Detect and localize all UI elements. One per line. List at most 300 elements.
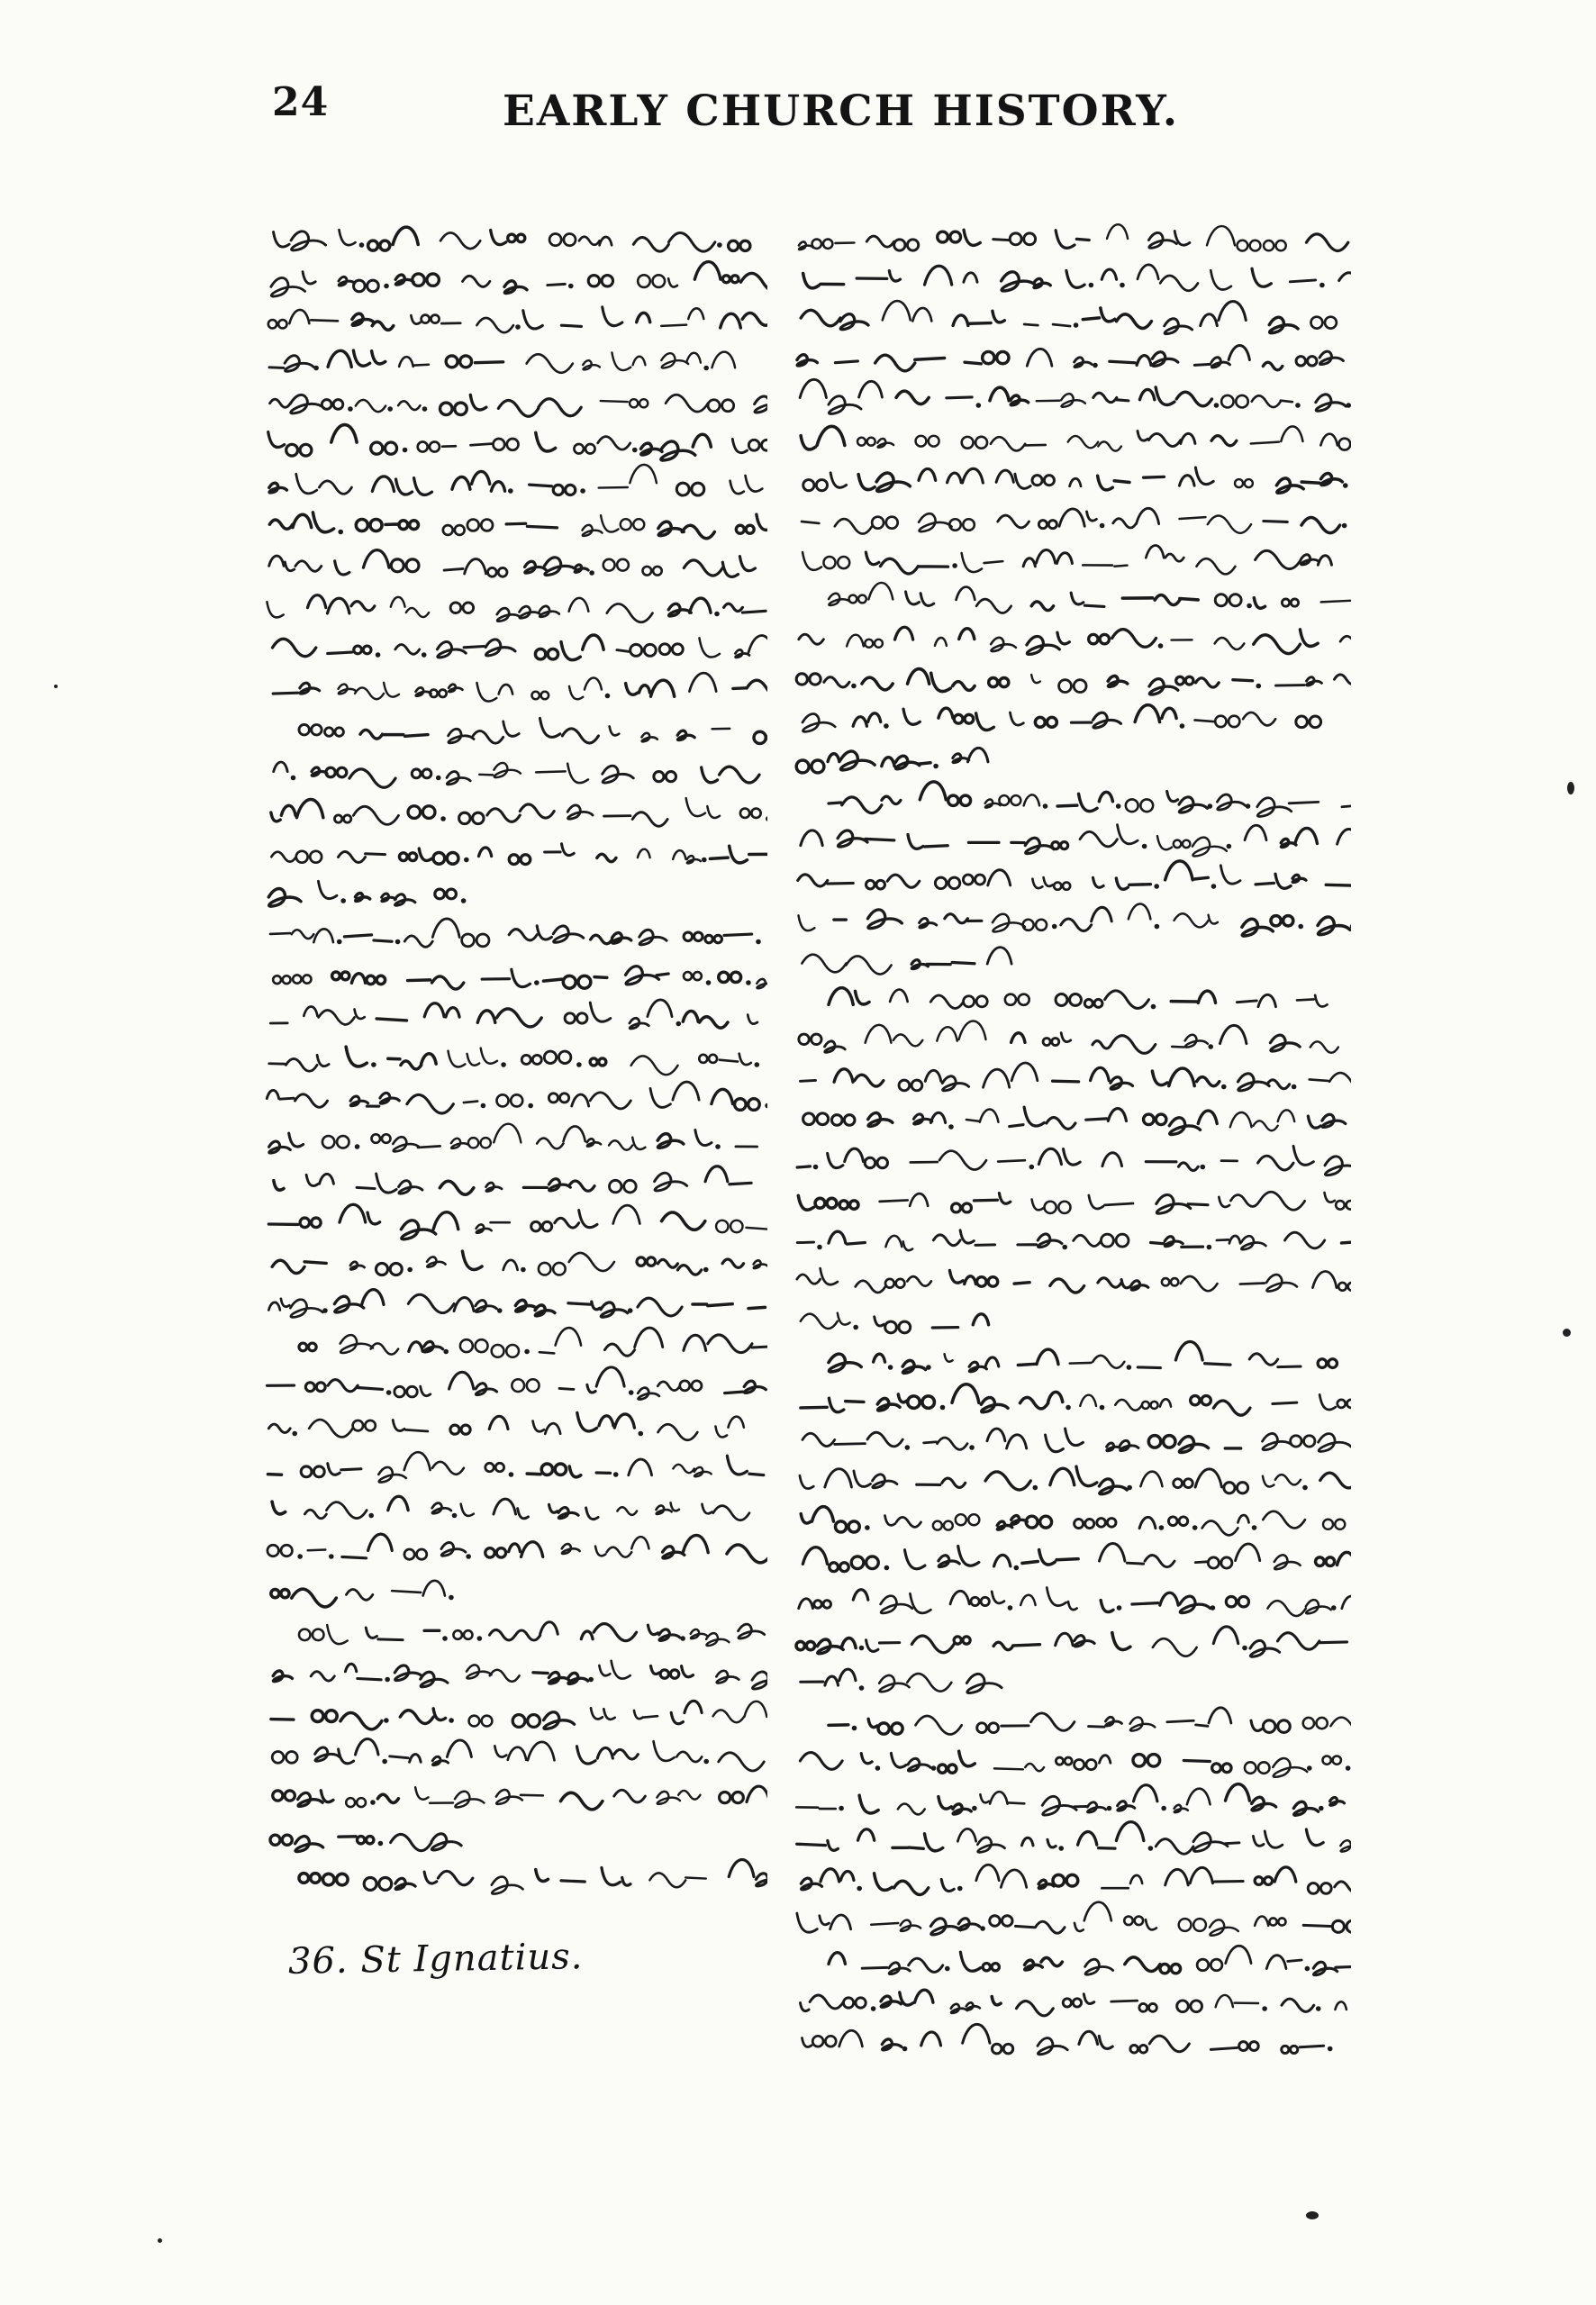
shorthand-stroke bbox=[360, 730, 428, 739]
shorthand-stroke bbox=[890, 990, 908, 1002]
shorthand-stroke bbox=[994, 1555, 1011, 1566]
shorthand-stroke bbox=[1002, 272, 1051, 291]
shorthand-stroke bbox=[829, 1231, 865, 1244]
shorthand-stroke bbox=[754, 1260, 767, 1268]
shorthand-stroke bbox=[835, 517, 898, 534]
shorthand-stroke bbox=[479, 848, 492, 857]
shorthand-stroke bbox=[401, 1212, 458, 1239]
shorthand-stroke bbox=[464, 1102, 477, 1103]
shorthand-stroke bbox=[443, 520, 493, 535]
shorthand-stroke bbox=[803, 714, 835, 732]
shorthand-stroke bbox=[540, 1328, 581, 1353]
shorthand-stroke bbox=[491, 230, 525, 244]
shorthand-stroke bbox=[924, 1438, 967, 1449]
shorthand-stroke bbox=[1138, 265, 1198, 291]
shorthand-dot bbox=[714, 612, 720, 617]
shorthand-stroke bbox=[574, 437, 630, 454]
shorthand-dot bbox=[329, 1554, 334, 1559]
shorthand-stroke bbox=[919, 513, 975, 531]
shorthand-stroke bbox=[388, 1054, 436, 1069]
shorthand-stroke bbox=[1074, 1234, 1129, 1247]
shorthand-stroke bbox=[1016, 2001, 1053, 2016]
shorthand-stroke bbox=[1118, 1785, 1157, 1810]
shorthand-stroke bbox=[1089, 630, 1156, 648]
shorthand-stroke bbox=[626, 680, 675, 696]
shorthand-stroke bbox=[1085, 1959, 1113, 1974]
shorthand-stroke bbox=[1005, 994, 1029, 1005]
shorthand-stroke bbox=[1146, 1162, 1198, 1171]
shorthand-stroke bbox=[603, 766, 634, 783]
shorthand-stroke bbox=[344, 935, 392, 941]
shorthand-stroke bbox=[561, 1881, 585, 1882]
shorthand-stroke bbox=[977, 1713, 1075, 1733]
shorthand-stroke bbox=[463, 276, 490, 286]
shorthand-stroke bbox=[1010, 1107, 1075, 1129]
shorthand-stroke bbox=[390, 1755, 421, 1763]
shorthand-stroke bbox=[1031, 675, 1040, 683]
shorthand-dot bbox=[359, 242, 365, 248]
shorthand-stroke bbox=[273, 1671, 292, 1682]
shorthand-stroke bbox=[523, 1179, 594, 1192]
shorthand-stroke bbox=[601, 399, 648, 407]
shorthand-stroke bbox=[424, 1003, 459, 1017]
shorthand-stroke bbox=[549, 1093, 630, 1109]
shorthand-stroke bbox=[1211, 270, 1231, 289]
shorthand-stroke bbox=[1129, 904, 1151, 920]
shorthand-stroke bbox=[346, 1590, 372, 1601]
shorthand-stroke bbox=[941, 1879, 954, 1891]
shorthand-stroke bbox=[945, 914, 982, 923]
shorthand-stroke bbox=[629, 1459, 652, 1475]
shorthand-stroke bbox=[945, 1354, 953, 1362]
shorthand-stroke bbox=[1020, 1392, 1063, 1409]
shorthand-stroke bbox=[1083, 308, 1151, 328]
shorthand-stroke bbox=[409, 1341, 443, 1352]
shorthand-stroke bbox=[548, 284, 565, 285]
shorthand-dot bbox=[766, 816, 767, 821]
shorthand-stroke bbox=[858, 473, 910, 491]
shorthand-dot bbox=[605, 694, 611, 699]
shorthand-stroke bbox=[866, 552, 948, 574]
shorthand-stroke bbox=[332, 972, 385, 985]
shorthand-stroke bbox=[637, 1257, 702, 1275]
shorthand-stroke bbox=[949, 1270, 997, 1286]
shorthand-stroke bbox=[1089, 1195, 1133, 1209]
shorthand-dot bbox=[387, 406, 393, 412]
shorthand-stroke bbox=[268, 1424, 290, 1433]
shorthand-dot bbox=[1043, 803, 1048, 809]
shorthand-stroke bbox=[1207, 226, 1286, 250]
shorthand-dot bbox=[1116, 803, 1121, 809]
shorthand-stroke bbox=[987, 948, 1011, 965]
shorthand-stroke bbox=[299, 1625, 348, 1644]
shorthand-stroke bbox=[862, 677, 893, 690]
shorthand-dot bbox=[1100, 523, 1105, 529]
shorthand-stroke bbox=[1221, 395, 1292, 407]
shorthand-stroke bbox=[268, 1218, 321, 1227]
shorthand-stroke bbox=[569, 598, 589, 612]
shorthand-stroke bbox=[1126, 799, 1153, 812]
shorthand-stroke bbox=[638, 1381, 702, 1400]
shorthand-stroke bbox=[1038, 1874, 1078, 1888]
shorthand-dot bbox=[859, 1646, 865, 1651]
shorthand-dot bbox=[680, 1636, 685, 1641]
shorthand-stroke bbox=[299, 1874, 348, 1885]
shorthand-stroke bbox=[268, 1545, 293, 1556]
shorthand-stroke bbox=[450, 1425, 470, 1434]
shorthand-stroke bbox=[476, 683, 512, 701]
shorthand-stroke bbox=[650, 1082, 699, 1107]
shorthand-dot bbox=[756, 939, 761, 945]
shorthand-stroke bbox=[395, 645, 420, 655]
shorthand-stroke bbox=[1266, 1956, 1301, 1969]
shorthand-stroke bbox=[352, 313, 394, 330]
shorthand-stroke bbox=[274, 762, 287, 772]
shorthand-stroke bbox=[1233, 680, 1253, 681]
shorthand-dot bbox=[422, 406, 428, 412]
shorthand-stroke bbox=[799, 1599, 831, 1609]
shorthand-stroke bbox=[503, 1260, 518, 1270]
shorthand-dot bbox=[1200, 1165, 1205, 1170]
shorthand-stroke bbox=[1070, 478, 1081, 486]
shorthand-stroke bbox=[1011, 1033, 1025, 1043]
shorthand-stroke bbox=[270, 395, 343, 413]
shorthand-stroke bbox=[1023, 550, 1072, 567]
shorthand-dot bbox=[382, 1759, 387, 1765]
shorthand-stroke bbox=[536, 432, 556, 451]
shorthand-stroke bbox=[689, 673, 716, 691]
margin-speck bbox=[158, 2238, 162, 2243]
shorthand-dot bbox=[1089, 283, 1094, 288]
shorthand-dot bbox=[337, 939, 342, 945]
shorthand-stroke bbox=[1133, 1755, 1160, 1767]
shorthand-stroke bbox=[715, 1417, 743, 1438]
shorthand-stroke bbox=[527, 1464, 581, 1477]
shorthand-dot bbox=[1319, 283, 1325, 288]
shorthand-stroke bbox=[391, 1834, 462, 1851]
shorthand-stroke bbox=[1107, 1440, 1138, 1450]
shorthand-stroke bbox=[543, 976, 606, 988]
shorthand-stroke bbox=[962, 437, 1046, 451]
shorthand-dot bbox=[613, 1472, 619, 1477]
shorthand-stroke bbox=[963, 2024, 1013, 2053]
shorthand-stroke bbox=[857, 271, 900, 281]
shorthand-stroke bbox=[1144, 476, 1165, 477]
shorthand-stroke bbox=[649, 1873, 705, 1887]
margin-speck bbox=[1563, 1329, 1571, 1337]
shorthand-dot bbox=[461, 898, 467, 903]
shorthand-dot bbox=[1207, 1245, 1212, 1250]
shorthand-stroke bbox=[1215, 594, 1241, 606]
shorthand-stroke bbox=[694, 262, 767, 291]
shorthand-stroke bbox=[867, 910, 902, 929]
shorthand-stroke bbox=[485, 1542, 543, 1557]
shorthand-stroke bbox=[962, 553, 1003, 572]
shorthand-stroke bbox=[296, 474, 352, 494]
shorthand-stroke bbox=[567, 805, 593, 819]
shorthand-dot bbox=[378, 1841, 384, 1847]
shorthand-stroke bbox=[930, 995, 987, 1009]
shorthand-stroke bbox=[637, 313, 650, 322]
shorthand-stroke bbox=[798, 1195, 858, 1210]
shorthand-stroke bbox=[939, 708, 993, 730]
shorthand-stroke bbox=[273, 1791, 333, 1807]
shorthand-stroke bbox=[357, 1174, 422, 1193]
shorthand-stroke bbox=[1047, 1588, 1076, 1611]
shorthand-stroke bbox=[657, 1791, 700, 1804]
shorthand-stroke bbox=[1093, 393, 1129, 402]
shorthand-dot bbox=[528, 1103, 533, 1109]
shorthand-stroke bbox=[668, 598, 711, 616]
shorthand-stroke bbox=[748, 1307, 765, 1308]
shorthand-stroke bbox=[882, 756, 930, 768]
shorthand-stroke bbox=[800, 1080, 815, 1081]
shorthand-stroke bbox=[1251, 1720, 1290, 1733]
shorthand-stroke bbox=[1276, 474, 1342, 494]
shorthand-stroke bbox=[1320, 1473, 1351, 1488]
shorthand-dot bbox=[1247, 603, 1252, 609]
shorthand-dot bbox=[1208, 803, 1213, 809]
shorthand-stroke bbox=[1130, 1717, 1156, 1730]
shorthand-stroke bbox=[881, 1990, 933, 2007]
shorthand-stroke bbox=[339, 683, 399, 699]
shorthand-dot bbox=[1298, 924, 1303, 930]
shorthand-stroke bbox=[1220, 1025, 1246, 1043]
shorthand-dot bbox=[1052, 924, 1057, 930]
shorthand-stroke bbox=[489, 1622, 558, 1640]
shorthand-stroke bbox=[1211, 436, 1237, 446]
shorthand-stroke bbox=[476, 1222, 510, 1233]
shorthand-stroke bbox=[1099, 1544, 1174, 1567]
shorthand-stroke bbox=[937, 1021, 985, 1040]
shorthand-stroke bbox=[1245, 1758, 1307, 1777]
shorthand-stroke bbox=[953, 311, 1004, 325]
shorthand-stroke bbox=[638, 1298, 682, 1316]
shorthand-stroke bbox=[947, 397, 972, 398]
shorthand-stroke bbox=[719, 1753, 765, 1771]
shorthand-stroke bbox=[716, 1671, 739, 1683]
shorthand-stroke bbox=[1308, 1882, 1351, 1893]
shorthand-stroke bbox=[272, 1502, 286, 1514]
shorthand-stroke bbox=[461, 1504, 474, 1516]
shorthand-stroke bbox=[1056, 991, 1148, 1009]
shorthand-stroke bbox=[1010, 712, 1023, 725]
shorthand-stroke bbox=[1091, 1067, 1133, 1089]
shorthand-stroke bbox=[339, 851, 385, 862]
shorthand-stroke bbox=[446, 356, 503, 368]
shorthand-stroke bbox=[920, 919, 937, 928]
shorthand-stroke bbox=[658, 522, 714, 539]
shorthand-dot bbox=[384, 284, 389, 289]
shorthand-stroke bbox=[803, 1432, 902, 1447]
shorthand-dot bbox=[888, 1365, 893, 1370]
shorthand-stroke bbox=[539, 1253, 614, 1275]
shorthand-stroke bbox=[908, 835, 948, 849]
shorthand-stroke bbox=[1211, 2042, 1258, 2051]
shorthand-stroke bbox=[440, 232, 480, 249]
shorthand-dot bbox=[1346, 1765, 1351, 1771]
shorthand-stroke bbox=[523, 311, 542, 329]
shorthand-stroke bbox=[1043, 1033, 1071, 1046]
shorthand-dot bbox=[576, 1062, 582, 1067]
shorthand-stroke bbox=[1338, 829, 1351, 844]
shorthand-stroke bbox=[626, 966, 669, 985]
shorthand-dot bbox=[1295, 403, 1301, 408]
shorthand-dot bbox=[384, 1718, 389, 1723]
shorthand-stroke bbox=[1270, 1035, 1300, 1051]
shorthand-stroke bbox=[671, 1701, 702, 1723]
shorthand-stroke bbox=[1071, 593, 1104, 606]
shorthand-stroke bbox=[966, 1674, 1002, 1692]
shorthand-stroke bbox=[797, 1242, 813, 1243]
shorthand-stroke bbox=[1238, 1074, 1289, 1091]
shorthand-stroke bbox=[800, 1995, 866, 2011]
shorthand-stroke bbox=[916, 1716, 962, 1734]
shorthand-dot bbox=[945, 1966, 950, 1972]
shorthand-stroke bbox=[866, 236, 918, 250]
shorthand-stroke bbox=[1057, 792, 1112, 811]
shorthand-stroke bbox=[638, 849, 650, 858]
shorthand-stroke bbox=[917, 1478, 966, 1487]
shorthand-stroke bbox=[1018, 1234, 1062, 1248]
shorthand-stroke bbox=[452, 471, 505, 491]
shorthand-dot bbox=[534, 980, 540, 985]
shorthand-stroke bbox=[1293, 1801, 1318, 1815]
shorthand-stroke bbox=[271, 851, 322, 863]
shorthand-stroke bbox=[875, 1317, 911, 1333]
margin-speck bbox=[1306, 2211, 1319, 2219]
shorthand-stroke bbox=[340, 1204, 380, 1224]
shorthand-stroke bbox=[568, 1302, 628, 1317]
shorthand-stroke bbox=[1285, 1232, 1325, 1248]
shorthand-dot bbox=[1142, 844, 1147, 849]
shorthand-dot bbox=[839, 1806, 844, 1811]
shorthand-stroke bbox=[482, 969, 530, 986]
shorthand-stroke bbox=[404, 1549, 427, 1559]
shorthand-stroke bbox=[1306, 1829, 1323, 1846]
shorthand-stroke bbox=[1216, 1995, 1258, 2007]
shorthand-stroke bbox=[1230, 1110, 1294, 1130]
shorthand-stroke bbox=[802, 2030, 862, 2046]
shorthand-stroke bbox=[875, 1874, 929, 1895]
shorthand-stroke bbox=[1027, 349, 1052, 366]
shorthand-stroke bbox=[803, 1113, 855, 1125]
shorthand-dot bbox=[765, 1103, 767, 1109]
shorthand-stroke bbox=[441, 1542, 466, 1556]
shorthand-dot bbox=[449, 1595, 454, 1601]
shorthand-stroke bbox=[1165, 319, 1192, 334]
shorthand-stroke bbox=[973, 1314, 988, 1325]
shorthand-dot bbox=[1192, 1525, 1198, 1530]
shorthand-stroke bbox=[891, 1753, 930, 1771]
shorthand-stroke bbox=[377, 1794, 398, 1802]
shorthand-stroke bbox=[1249, 1354, 1301, 1367]
shorthand-dot bbox=[1211, 1605, 1216, 1611]
shorthand-stroke bbox=[755, 396, 767, 413]
shorthand-stroke bbox=[631, 1056, 678, 1075]
shorthand-stroke bbox=[1202, 1515, 1249, 1535]
shorthand-stroke bbox=[269, 483, 287, 493]
shorthand-dot bbox=[1014, 1565, 1020, 1571]
shorthand-stroke bbox=[911, 960, 975, 969]
shorthand-stroke bbox=[885, 1516, 921, 1528]
shorthand-stroke bbox=[1167, 1708, 1231, 1726]
shorthand-stroke bbox=[1027, 632, 1069, 654]
shorthand-stroke bbox=[604, 812, 668, 827]
shorthand-stroke bbox=[1342, 1596, 1351, 1609]
shorthand-stroke bbox=[1035, 717, 1056, 727]
shorthand-stroke bbox=[408, 806, 435, 819]
shorthand-stroke bbox=[350, 1262, 365, 1270]
shorthand-stroke bbox=[408, 1294, 496, 1312]
shorthand-dot bbox=[452, 1513, 458, 1519]
shorthand-stroke bbox=[919, 468, 936, 480]
shorthand-stroke bbox=[378, 1452, 464, 1482]
shorthand-stroke bbox=[993, 914, 1047, 932]
shorthand-stroke bbox=[453, 1630, 472, 1639]
shorthand-stroke bbox=[591, 933, 631, 944]
shorthand-stroke bbox=[1325, 1157, 1351, 1175]
shorthand-stroke bbox=[712, 1089, 759, 1110]
shorthand-stroke bbox=[1011, 838, 1068, 853]
shorthand-stroke bbox=[1250, 1633, 1347, 1657]
shorthand-stroke bbox=[272, 1260, 326, 1273]
shorthand-stroke bbox=[1258, 1146, 1314, 1170]
shorthand-stroke bbox=[610, 726, 620, 735]
shorthand-stroke bbox=[691, 1629, 730, 1646]
shorthand-stroke bbox=[951, 2002, 980, 2013]
shorthand-stroke bbox=[952, 1193, 1011, 1212]
shorthand-dot bbox=[1342, 523, 1347, 529]
shorthand-stroke bbox=[957, 587, 1011, 613]
shorthand-dot bbox=[1066, 1405, 1071, 1411]
shorthand-stroke bbox=[1122, 595, 1198, 605]
shorthand-stroke bbox=[271, 799, 323, 821]
shorthand-stroke bbox=[1168, 1517, 1187, 1526]
shorthand-stroke bbox=[1124, 1917, 1156, 1930]
shorthand-stroke bbox=[1256, 874, 1306, 888]
shorthand-stroke bbox=[673, 1465, 711, 1476]
shorthand-stroke bbox=[1245, 825, 1266, 839]
shorthand-stroke bbox=[560, 1792, 602, 1810]
shorthand-dot bbox=[395, 939, 401, 945]
shorthand-stroke bbox=[877, 1394, 934, 1411]
shorthand-stroke bbox=[993, 233, 1036, 245]
shorthand-stroke bbox=[1138, 1367, 1160, 1368]
shorthand-stroke bbox=[269, 356, 313, 372]
running-title: EARLY CHURCH HISTORY. bbox=[503, 86, 1180, 136]
shorthand-stroke bbox=[1156, 1194, 1208, 1213]
shorthand-stroke bbox=[1255, 1867, 1296, 1885]
shorthand-dot bbox=[386, 1390, 392, 1395]
shorthand-stroke bbox=[658, 1424, 698, 1439]
shorthand-stroke bbox=[835, 361, 857, 363]
shorthand-dot bbox=[638, 1431, 643, 1437]
shorthand-stroke bbox=[607, 603, 653, 622]
shorthand-stroke bbox=[1340, 1840, 1351, 1851]
shorthand-dot bbox=[1029, 1165, 1034, 1170]
shorthand-stroke bbox=[1303, 1718, 1351, 1735]
shorthand-stroke bbox=[268, 889, 301, 907]
shorthand-stroke bbox=[939, 1797, 971, 1814]
shorthand-dot bbox=[628, 1308, 633, 1313]
shorthand-stroke bbox=[797, 1841, 839, 1851]
shorthand-stroke bbox=[1108, 676, 1128, 687]
shorthand-stroke bbox=[925, 266, 952, 285]
shorthand-stroke bbox=[693, 1304, 732, 1306]
shorthand-stroke bbox=[875, 355, 945, 371]
shorthand-dot bbox=[1120, 283, 1125, 288]
